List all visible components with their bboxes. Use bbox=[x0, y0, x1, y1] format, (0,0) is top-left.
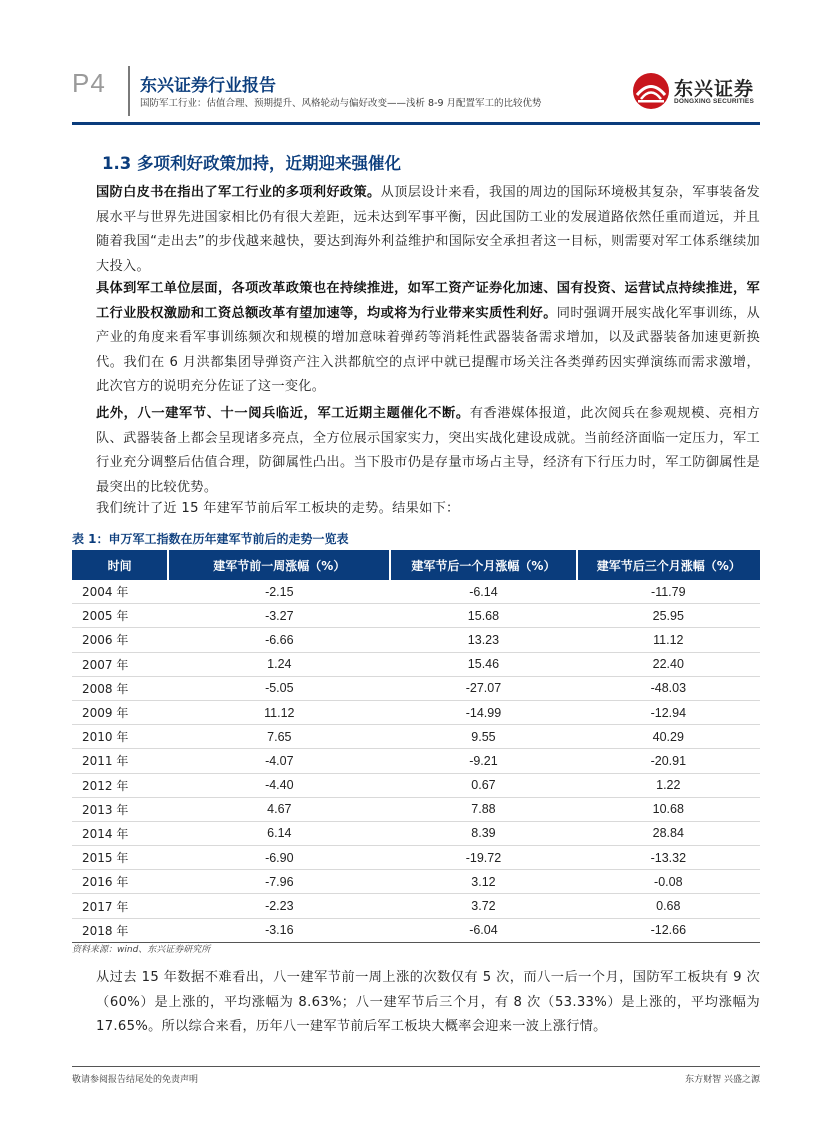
table-row bbox=[72, 628, 760, 652]
cell-year: 2012 年 bbox=[82, 778, 129, 793]
table-row bbox=[72, 846, 760, 870]
table-row bbox=[72, 821, 760, 845]
cell-three-months-after: 25.95 bbox=[652, 608, 684, 623]
cell-three-months-after: -12.66 bbox=[650, 923, 687, 938]
header-rule bbox=[72, 122, 760, 125]
cell-month-after: 0.67 bbox=[471, 778, 496, 793]
paragraph-3-body: 有香港媒体报道，此次阅兵在参观规模、亮相方队、武器装备上都会呈现诸多亮点，全方位展示国家实力，突出实战化建设成就。当前经济面临一定压力，军工行业充分调整后估值合理，防御属性凸出。当下股市仍是存量市场占主导，经济有下行压力时，军工防御属性是最突出的比较优势。 bbox=[96, 406, 760, 495]
cell-month-after: 8.39 bbox=[471, 826, 496, 841]
cell-three-months-after: 1.22 bbox=[656, 778, 681, 793]
logo-emblem-icon bbox=[632, 72, 672, 110]
table-row bbox=[72, 652, 760, 676]
cell-year: 2018 年 bbox=[82, 923, 129, 938]
company-logo bbox=[632, 72, 762, 110]
cell-week-before: 1.24 bbox=[267, 657, 292, 672]
cell-month-after: -9.21 bbox=[469, 753, 498, 768]
cell-month-after: 15.68 bbox=[467, 608, 500, 623]
cell-month-after: -6.14 bbox=[469, 584, 498, 599]
cell-week-before: -3.27 bbox=[265, 608, 294, 623]
section-title: 1.3 多项利好政策加持，近期迎来强催化 bbox=[102, 154, 401, 173]
cell-week-before: -3.16 bbox=[265, 923, 294, 938]
paragraph-3-lead: 此外，八一建军节、十一阅兵临近，军工近期主题催化不断。 bbox=[96, 406, 470, 421]
table-row bbox=[72, 676, 760, 700]
cell-month-after: -19.72 bbox=[465, 850, 502, 865]
cell-month-after: 13.23 bbox=[467, 632, 500, 647]
paragraph-2 bbox=[96, 277, 760, 400]
cell-month-after: -27.07 bbox=[465, 681, 502, 696]
cell-week-before: 6.14 bbox=[267, 826, 292, 841]
cell-week-before: 11.12 bbox=[264, 705, 295, 720]
footer-rule bbox=[72, 1066, 760, 1067]
header-year: 时间 bbox=[72, 550, 168, 580]
footer-disclaimer: 敬请参阅报告结尾处的免责声明 bbox=[72, 1075, 199, 1085]
table-row bbox=[72, 894, 760, 918]
cell-week-before: -7.96 bbox=[265, 874, 294, 889]
cell-month-after: 9.55 bbox=[471, 729, 496, 744]
table-row bbox=[72, 918, 760, 942]
cell-year: 2005 年 bbox=[82, 609, 129, 624]
paragraph-2-lead: 具体到军工单位层面，各项改革政策也在持续推进，如军工资产证券化加速、国有投资、运营试点持续推进，军工行业股权激励和工资总额改革有望加速等，均或将为行业带来实质性利好。 bbox=[96, 281, 760, 321]
cell-year: 2009 年 bbox=[82, 706, 129, 721]
cell-three-months-after: -20.91 bbox=[650, 753, 687, 768]
cell-week-before: -4.40 bbox=[265, 778, 294, 793]
cell-month-after: 7.88 bbox=[471, 802, 496, 817]
table-row bbox=[72, 725, 760, 749]
cell-year: 2004 年 bbox=[82, 585, 129, 600]
paragraph-5: 从过去 15 年数据不难看出，八一建军节前一周上涨的次数仅有 5 次，而八一后一个月，国防军工板块有 9 次（60%）是上涨的，平均涨幅为 8.63%；八一建军节后三个月，有 8 次（53.33%）是上涨的，平均涨幅为 17.65%。所以综合来看，历年八一建军节前后军工板块大概率会迎来一波上涨行情。 bbox=[96, 970, 760, 1034]
cell-week-before: -2.15 bbox=[265, 584, 294, 599]
cell-month-after: -6.04 bbox=[469, 923, 498, 938]
cell-three-months-after: -12.94 bbox=[650, 705, 687, 720]
cell-year: 2015 年 bbox=[82, 851, 129, 866]
cell-week-before: -6.90 bbox=[265, 850, 294, 865]
page-number: P4 bbox=[72, 68, 106, 98]
table-row bbox=[72, 773, 760, 797]
table-row bbox=[72, 700, 760, 724]
cell-week-before: -6.66 bbox=[265, 632, 294, 647]
paragraph-1-body: 从顶层设计来看，我国的周边的国际环境极其复杂，军事装备发展水平与世界先进国家相比仍有很大差距，远未达到军事平衡，因此国防工业的发展道路依然任重而道远，并且随着我国“走出去”的步伐越来越快，要达到海外利益维护和国际安全承担者这一目标，则需要对军工体系继续加大投入。 bbox=[96, 185, 760, 274]
report-subtitle: 国防军工行业：估值合理、预期提升、风格轮动与偏好改变——浅析 8-9 月配置军工的比较优势 bbox=[140, 98, 542, 109]
cell-week-before: 4.67 bbox=[267, 802, 292, 817]
cell-three-months-after: -11.79 bbox=[651, 584, 686, 599]
paragraph-1-lead: 国防白皮书在指出了军工行业的多项利好政策。 bbox=[96, 185, 381, 200]
cell-three-months-after: 22.40 bbox=[652, 657, 684, 672]
report-title: 东兴证券行业报告 bbox=[140, 76, 276, 96]
cell-week-before: 7.65 bbox=[267, 729, 292, 744]
paragraph-1 bbox=[96, 181, 760, 279]
table-header-row bbox=[72, 550, 760, 580]
data-table bbox=[72, 550, 760, 943]
cell-year: 2014 年 bbox=[82, 826, 129, 841]
logo-text-cn: 东兴证券 bbox=[674, 78, 755, 100]
table-caption: 表 1：申万军工指数在历年建军节前后的走势一览表 bbox=[72, 532, 349, 546]
cell-month-after: -14.99 bbox=[465, 705, 502, 720]
cell-month-after: 3.72 bbox=[471, 899, 496, 914]
cell-three-months-after: 10.68 bbox=[652, 802, 684, 817]
cell-week-before: -4.07 bbox=[265, 753, 294, 768]
cell-year: 2010 年 bbox=[82, 730, 129, 745]
table-row bbox=[72, 604, 760, 628]
header-week-before: 建军节前一周涨幅（%） bbox=[168, 550, 390, 580]
header-three-months-after: 建军节后三个月涨幅（%） bbox=[577, 550, 760, 580]
cell-year: 2017 年 bbox=[82, 899, 129, 914]
logo-text-en: DONGXING SECURITIES bbox=[674, 98, 755, 105]
cell-year: 2013 年 bbox=[82, 802, 129, 817]
cell-three-months-after: 0.68 bbox=[656, 899, 681, 914]
header-divider bbox=[128, 66, 130, 116]
cell-month-after: 3.12 bbox=[471, 874, 496, 889]
table-row bbox=[72, 580, 760, 604]
cell-year: 2007 年 bbox=[82, 657, 129, 672]
cell-three-months-after: -48.03 bbox=[650, 681, 687, 696]
cell-three-months-after: -13.32 bbox=[650, 850, 687, 865]
cell-three-months-after: 11.12 bbox=[653, 632, 684, 647]
paragraph-2-body: 同时强调开展实战化军事训练，从产业的角度来看军事训练频次和规模的增加意味着弹药等消耗性武器装备需求增加，以及武器装备加速更新换代。我们在 6 月洪都集团导弹资产注入洪都航空的点评中就已提醒市场关注各类弹药因实弹演练而需求激增，此次官方的说明充分佐证了这一变化。 bbox=[96, 305, 760, 394]
source-note: 资料来源：wind、东兴证券研究所 bbox=[72, 945, 211, 955]
cell-year: 2008 年 bbox=[82, 681, 129, 696]
cell-month-after: 15.46 bbox=[467, 657, 500, 672]
paragraph-4: 我们统计了近 15 年建军节前后军工板块的走势。结果如下： bbox=[96, 501, 460, 516]
cell-three-months-after: 40.29 bbox=[652, 729, 684, 744]
table-row bbox=[72, 797, 760, 821]
table-row bbox=[72, 749, 760, 773]
cell-year: 2006 年 bbox=[82, 633, 129, 648]
cell-week-before: -2.23 bbox=[265, 899, 294, 914]
table-row bbox=[72, 870, 760, 894]
footer-slogan: 东方财智 兴盛之源 bbox=[685, 1075, 760, 1085]
cell-year: 2016 年 bbox=[82, 875, 129, 890]
cell-three-months-after: 28.84 bbox=[652, 826, 684, 841]
cell-three-months-after: -0.08 bbox=[654, 874, 683, 889]
header-month-after: 建军节后一个月涨幅（%） bbox=[390, 550, 576, 580]
cell-year: 2011 年 bbox=[82, 754, 129, 769]
paragraph-3 bbox=[96, 402, 760, 500]
cell-week-before: -5.05 bbox=[265, 681, 294, 696]
table-body bbox=[72, 580, 760, 942]
